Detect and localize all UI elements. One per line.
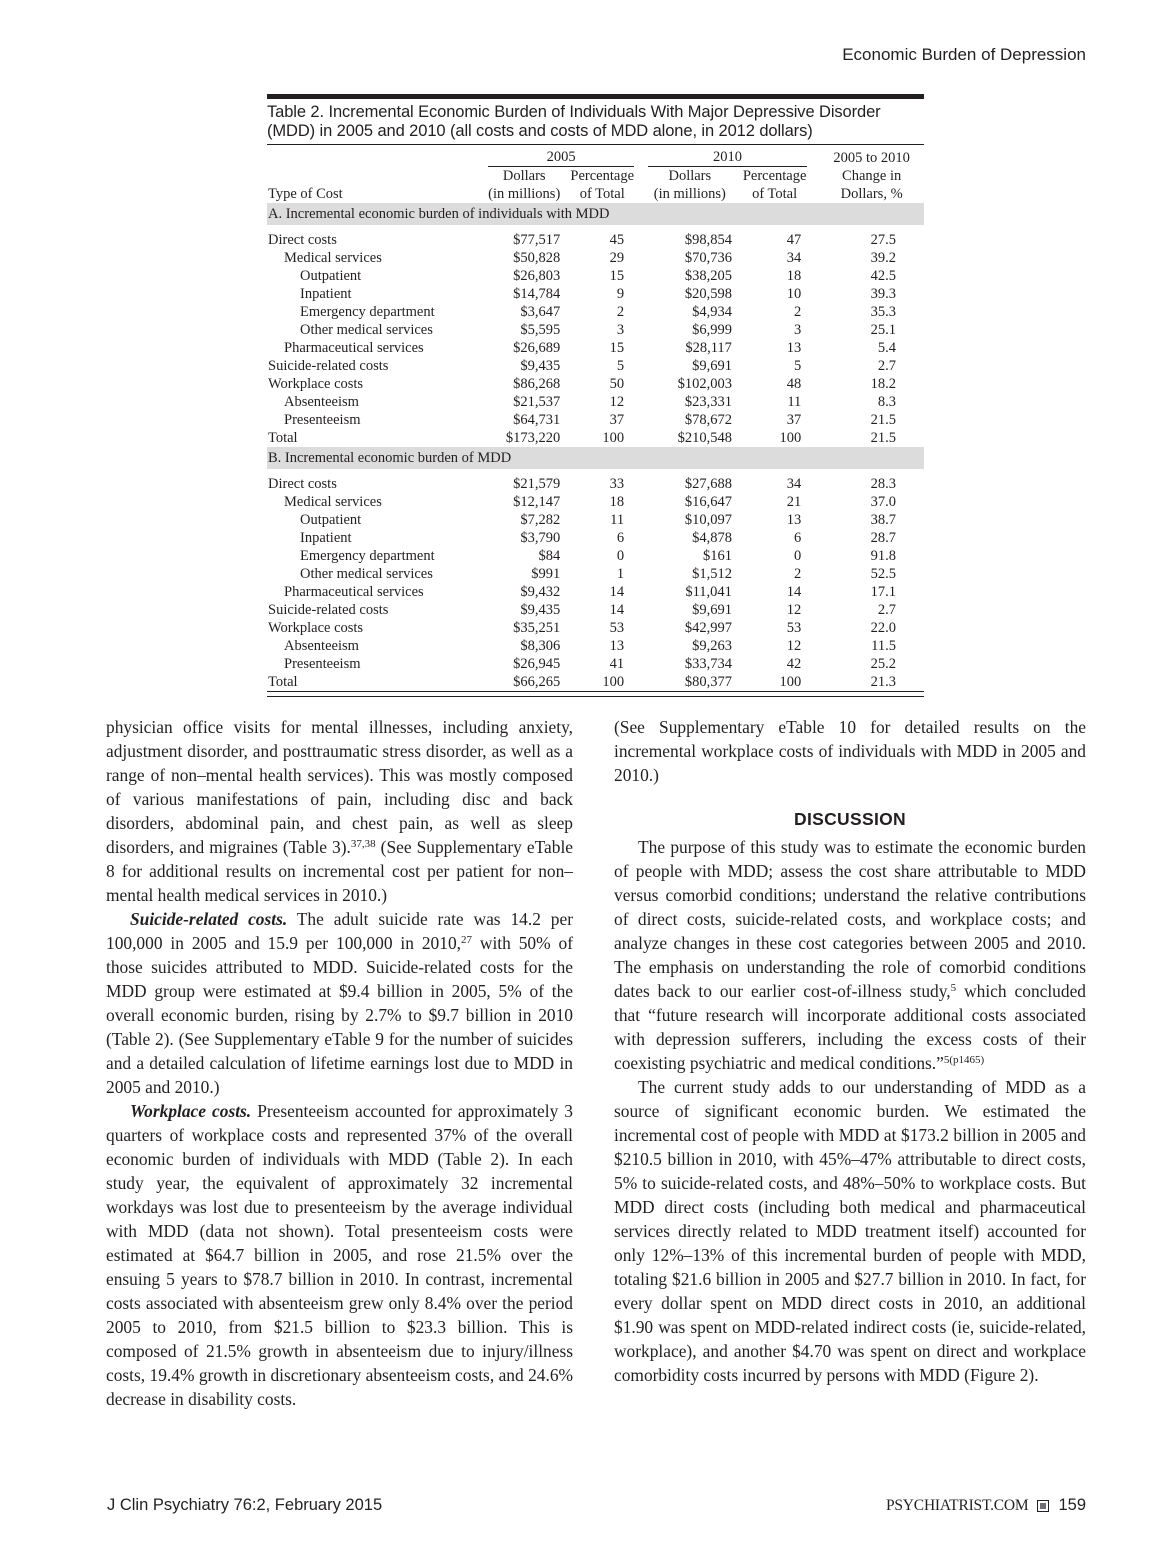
- section-title: A. Incremental economic burden of individuals with MDD: [267, 203, 924, 225]
- change-percent: 2.7: [877, 602, 896, 618]
- dollars-2005: $12,147: [513, 494, 561, 510]
- table-row: [267, 339, 924, 357]
- table-row: [267, 601, 924, 619]
- section-title: B. Incremental economic burden of MDD: [267, 447, 924, 469]
- paragraph-suicide-costs: Suicide-related costs. The adult suicide rate was 14.2 per 100,000 in 2005 and 15.9 per 100,000 in 2010,27 with 50% of those suicides attributed to MDD. Suicide-related costs for the MDD group were estimated at $9.4 billion in 2005, 5% of the overall economic burden, rising by 2.7% to $9.7 billion in 2010 (Table 2). (See Supplementary eTable 9 for the number of suicides and a detailed calculation of lifetime earnings lost due to MDD in 2005 and 2010.): [106, 909, 573, 1097]
- change-percent: 35.3: [870, 304, 896, 320]
- change-percent: 27.5: [870, 232, 896, 248]
- percent-2010: 100: [779, 674, 802, 690]
- section-a-body: [267, 203, 924, 447]
- percent-2005: 14: [609, 602, 625, 618]
- dollars-2010: $80,377: [684, 674, 732, 690]
- change-percent: 21.5: [870, 412, 896, 428]
- table-row: [267, 511, 924, 529]
- dollars-2010: $6,999: [692, 322, 732, 338]
- section-b-body: [267, 447, 924, 692]
- run-in-heading-workplace: Workplace costs.: [130, 1101, 252, 1121]
- row-label: Direct costs: [268, 476, 337, 492]
- column-gap: [634, 637, 648, 655]
- change-percent: 17.1: [870, 584, 896, 600]
- footer-site-link[interactable]: PSYCHIATRIST.COM: [885, 1496, 1029, 1514]
- change-percent: 21.3: [870, 674, 896, 690]
- percent-2005: 11: [610, 512, 625, 528]
- change-percent: 28.7: [870, 530, 896, 546]
- section-header-row: [267, 203, 924, 225]
- table-row: [267, 225, 924, 249]
- dollars-2010: $4,934: [692, 304, 732, 320]
- dollars-2005: $7,282: [520, 512, 561, 528]
- column-gap: [634, 375, 648, 393]
- table-row: [267, 429, 924, 447]
- column-gap: [634, 583, 648, 601]
- row-label: Direct costs: [268, 232, 337, 248]
- row-label: Inpatient: [300, 286, 352, 302]
- percent-2005: 18: [609, 494, 625, 510]
- column-gap: [634, 619, 648, 637]
- table-row: [267, 411, 924, 429]
- percent-2005: 1: [616, 566, 625, 582]
- table-row: [267, 493, 924, 511]
- header-year-2010: 2010: [713, 149, 742, 165]
- header-row-labels: [267, 167, 924, 203]
- paragraph-workplace-costs: Workplace costs. Presenteeism accounted for approximately 3 quarters of workplace costs and represented 37% of the overall economic burden of individuals with MDD (Table 2). In each study year, the equivalent of approximately 32 incremental workdays was lost due to presenteeism by the average individual with MDD (data not shown). Total presenteeism costs were estimated at $64.7 billion in 2005, and rose 21.5% over the ensuing 5 years to $78.7 billion in 2010. In contrast, incremental costs associated with absenteeism grew only 8.4% over the period 2005 to 2010, from $21.5 billion to $23.3 billion. This is composed of 21.5% growth in absenteeism due to injury/illness costs, 19.4% growth in discretionary absenteeism costs, and 24.6% decrease in disability costs.: [106, 1101, 573, 1409]
- percent-2005: 3: [616, 322, 625, 338]
- column-gap: [634, 267, 648, 285]
- citation-superscript: 5(p1465): [943, 1054, 985, 1066]
- percent-2005: 5: [616, 358, 625, 374]
- change-percent: 91.8: [870, 548, 896, 564]
- dollars-2005: $77,517: [513, 232, 561, 248]
- table-caption-line-1: Table 2. Incremental Economic Burden of Individuals With Major Depressive Disorder: [267, 103, 881, 121]
- row-label: Workplace costs: [268, 376, 364, 392]
- table-bottom-rule: [267, 696, 924, 697]
- row-label: Absenteeism: [284, 394, 359, 410]
- header-type-of-cost: Type of Cost: [268, 186, 343, 202]
- table-caption-line-2: (MDD) in 2005 and 2010 (all costs and costs of MDD alone, in 2012 dollars): [267, 122, 813, 140]
- dollars-2005: $5,595: [520, 322, 561, 338]
- change-percent: 37.0: [870, 494, 896, 510]
- change-percent: 38.7: [870, 512, 896, 528]
- percent-2010: 13: [786, 340, 802, 356]
- dollars-2010: $70,736: [684, 250, 732, 266]
- percent-2010: 18: [786, 268, 802, 284]
- row-label: Total: [268, 430, 298, 446]
- table-row: [267, 375, 924, 393]
- column-gap: [634, 655, 648, 673]
- percent-2010: 2: [794, 304, 802, 320]
- table-row: [267, 285, 924, 303]
- dollars-2005: $3,647: [520, 304, 561, 320]
- row-label: Inpatient: [300, 530, 352, 546]
- dollars-2005: $26,689: [513, 340, 561, 356]
- percent-2010: 47: [786, 232, 802, 248]
- change-percent: 25.2: [870, 656, 896, 672]
- column-gap: [634, 285, 648, 303]
- header-pct-2005-line-2: of Total: [579, 186, 625, 202]
- right-text-column: [614, 715, 1086, 1387]
- paragraph-discussion-purpose: The purpose of this study was to estimate the economic burden of people with MDD; assess the cost share attributable to MDD versus comorbid conditions; understand the relative contributions of direct costs, suicide-related costs, and workplace costs; and analyze changes in these cost categories between 2005 and 2010. The emphasis on understanding the role of comorbid conditions dates back to our earlier cost-of-illness study,$^5$ which concluded that “future research will incorporate additional costs associated with depression sufferers, including the excess costs of their coexisting psychiatric and medical conditions.”$^{5(p1465)}$: [614, 837, 1086, 1073]
- dollars-2010: $9,691: [692, 358, 732, 374]
- running-head: Economic Burden of Depression: [842, 45, 1086, 64]
- table-row: [267, 529, 924, 547]
- dollars-2005: $64,731: [513, 412, 561, 428]
- percent-2010: 5: [794, 358, 802, 374]
- percent-2010: 48: [786, 376, 802, 392]
- dollars-2010: $27,688: [684, 476, 732, 492]
- change-percent: 28.3: [870, 476, 896, 492]
- row-label: Medical services: [284, 494, 382, 510]
- percent-2010: 12: [786, 602, 802, 618]
- percent-2005: 15: [609, 268, 625, 284]
- column-gap: [634, 393, 648, 411]
- table-row: [267, 547, 924, 565]
- dollars-2005: $21,537: [513, 394, 561, 410]
- column-gap: [634, 493, 648, 511]
- column-gap: [634, 547, 648, 565]
- column-gap: [634, 673, 648, 692]
- table-row: [267, 249, 924, 267]
- row-label: Presenteeism: [284, 656, 361, 672]
- column-gap: [634, 303, 648, 321]
- dollars-2010: $9,263: [692, 638, 732, 654]
- percent-2005: 100: [602, 674, 625, 690]
- row-label: Outpatient: [300, 268, 362, 284]
- percent-2010: 37: [786, 412, 802, 428]
- table-row: [267, 565, 924, 583]
- column-gap: [634, 601, 648, 619]
- header-change-line-1: 2005 to 2010: [833, 150, 910, 166]
- square-bullet-icon: [1037, 1500, 1049, 1512]
- header-pct-2005-line-1: Percentage: [570, 168, 635, 184]
- table-row: [267, 583, 924, 601]
- table-2: [267, 94, 924, 697]
- column-gap: [634, 429, 648, 447]
- cost-table: [267, 145, 924, 692]
- dollars-2010: $23,331: [684, 394, 732, 410]
- percent-2005: 33: [609, 476, 625, 492]
- dollars-2005: $9,435: [520, 358, 561, 374]
- row-label: Outpatient: [300, 512, 362, 528]
- table-caption: [267, 103, 924, 145]
- change-percent: 25.1: [870, 322, 896, 338]
- table-row: [267, 357, 924, 375]
- percent-2010: 34: [786, 250, 802, 266]
- percent-2005: 15: [609, 340, 625, 356]
- paragraph-comorbid-services: physician office visits for mental illnesses, including anxiety, adjustment disorder, and posttraumatic stress disorder, as well as a range of non–mental health services). This was mostly composed of various manifestations of pain, including disc and back disorders, abdominal pain, and chest pain, as well as sleep disorders, and migraines (Table 3).$^{37,38}$ (See Supplementary eTable 8 for additional results on incremental cost per patient for non–mental health medical services in 2010.): [106, 717, 573, 905]
- citation-superscript: 5: [950, 982, 957, 994]
- footer-right: [886, 1496, 1086, 1515]
- header-dollars-2005-line-1: Dollars: [502, 168, 546, 184]
- page-number: 159: [1058, 1496, 1086, 1514]
- percent-2010: 12: [786, 638, 802, 654]
- dollars-2010: $102,003: [677, 376, 732, 392]
- row-label: Pharmaceutical services: [284, 340, 424, 356]
- percent-2010: 53: [786, 620, 802, 636]
- change-percent: 52.5: [870, 566, 896, 582]
- change-percent: 39.3: [870, 286, 896, 302]
- dollars-2010: $161: [702, 548, 732, 564]
- percent-2005: 13: [609, 638, 625, 654]
- dollars-2005: $173,220: [505, 430, 561, 446]
- percent-2005: 12: [609, 394, 625, 410]
- percent-2005: 100: [602, 430, 625, 446]
- dollars-2005: $8,306: [520, 638, 561, 654]
- percent-2005: 41: [609, 656, 625, 672]
- table-row: [267, 673, 924, 692]
- column-gap: [634, 225, 648, 249]
- header-dollars-2010-line-1: Dollars: [668, 168, 712, 184]
- dollars-2010: $210,548: [677, 430, 732, 446]
- dollars-2005: $3,790: [520, 530, 561, 546]
- column-gap: [634, 411, 648, 429]
- dollars-2010: $98,854: [684, 232, 732, 248]
- dollars-2010: $33,734: [684, 656, 732, 672]
- row-label: Suicide-related costs: [268, 602, 389, 618]
- dollars-2005: $66,265: [513, 674, 561, 690]
- table-row: [267, 655, 924, 673]
- column-gap: [634, 357, 648, 375]
- table-row: [267, 393, 924, 411]
- dollars-2010: $78,672: [684, 412, 732, 428]
- dollars-2005: $86,268: [513, 376, 561, 392]
- paragraph-supplementary-etable-10: (See Supplementary eTable 10 for detailed results on the incremental workplace costs of individuals with MDD in 2005 and 2010.): [614, 717, 1086, 785]
- dollars-2005: $9,435: [520, 602, 561, 618]
- table-row: [267, 267, 924, 285]
- row-label: Pharmaceutical services: [284, 584, 424, 600]
- percent-2010: 0: [794, 548, 802, 564]
- dollars-2005: $21,579: [513, 476, 561, 492]
- column-gap: [634, 339, 648, 357]
- table-top-rule: [267, 94, 924, 99]
- percent-2005: 6: [616, 530, 625, 546]
- column-gap: [634, 511, 648, 529]
- change-percent: 18.2: [870, 376, 896, 392]
- row-label: Absenteeism: [284, 638, 359, 654]
- section-heading-discussion: DISCUSSION: [794, 809, 906, 829]
- percent-2010: 21: [786, 494, 802, 510]
- dollars-2010: $1,512: [692, 566, 732, 582]
- change-percent: 11.5: [871, 638, 896, 654]
- header-year-2005: 2005: [546, 149, 576, 165]
- table-row: [267, 303, 924, 321]
- header-pct-2010-line-2: of Total: [752, 186, 798, 202]
- change-percent: 21.5: [870, 430, 896, 446]
- header-pct-2010-line-1: Percentage: [742, 168, 807, 184]
- change-percent: 22.0: [870, 620, 896, 636]
- dollars-2005: $84: [538, 548, 561, 564]
- header-dollars-2010-line-2: (in millions): [653, 186, 726, 202]
- row-label: Total: [268, 674, 298, 690]
- dollars-2010: $38,205: [684, 268, 732, 284]
- percent-2010: 2: [794, 566, 802, 582]
- table-row: [267, 469, 924, 493]
- column-gap: [634, 565, 648, 583]
- dollars-2010: $4,878: [692, 530, 732, 546]
- row-label: Suicide-related costs: [268, 358, 389, 374]
- row-label: Presenteeism: [284, 412, 361, 428]
- percent-2010: 3: [794, 322, 802, 338]
- column-gap: [634, 249, 648, 267]
- percent-2010: 10: [786, 286, 802, 302]
- percent-2005: 29: [609, 250, 625, 266]
- change-percent: 39.2: [870, 250, 896, 266]
- percent-2010: 34: [786, 476, 802, 492]
- percent-2005: 53: [609, 620, 625, 636]
- citation-superscript: 37,38: [350, 838, 376, 850]
- change-percent: 8.3: [877, 394, 896, 410]
- column-gap: [634, 529, 648, 547]
- change-percent: 5.4: [877, 340, 896, 356]
- section-header-row: [267, 447, 924, 469]
- row-label: Emergency department: [300, 548, 435, 564]
- header-change-line-2: Change in: [842, 168, 902, 184]
- percent-2005: 37: [609, 412, 625, 428]
- percent-2005: 0: [616, 548, 625, 564]
- paragraph-discussion-current-study: The current study adds to our understanding of MDD as a source of significant economic burden. We estimated the incremental cost of people with MDD at $173.2 billion in 2005 and $210.5 billion in 2010, with 45%–47% attributable to direct costs, 5% to suicide-related costs, and 48%–50% to workplace costs. But MDD direct costs (including both medical and pharmaceutical services directly related to MDD treatment itself) accounted for only 12%–13% of this incremental burden of people with MDD, totaling $21.6 billion in 2005 and $27.7 billion in 2010. In fact, for every dollar spent on MDD direct costs in 2010, an additional $1.90 was spent on MDD-related indirect costs (ie, suicide-related, workplace), and another $4.70 was spent on direct and workplace comorbidity costs incurred by persons with MDD (Figure 2).: [614, 1077, 1086, 1385]
- percent-2010: 6: [794, 530, 802, 546]
- percent-2010: 14: [786, 584, 802, 600]
- dollars-2010: $10,097: [684, 512, 732, 528]
- dollars-2010: $11,041: [685, 584, 732, 600]
- table-row: [267, 637, 924, 655]
- row-label: Other medical services: [300, 322, 433, 338]
- header-dollars-2005-line-2: (in millions): [488, 186, 561, 202]
- percent-2005: 45: [609, 232, 625, 248]
- percent-2005: 2: [616, 304, 625, 320]
- table-row: [267, 321, 924, 339]
- dollars-2010: $16,647: [684, 494, 732, 510]
- dollars-2010: $9,691: [692, 602, 732, 618]
- column-gap: [634, 321, 648, 339]
- dollars-2010: $28,117: [685, 340, 732, 356]
- dollars-2005: $14,784: [513, 286, 561, 302]
- run-in-heading-suicide: Suicide-related costs.: [130, 909, 288, 929]
- row-label: Medical services: [284, 250, 382, 266]
- change-percent: 2.7: [877, 358, 896, 374]
- row-label: Other medical services: [300, 566, 433, 582]
- percent-2010: 100: [779, 430, 802, 446]
- dollars-2010: $42,997: [684, 620, 732, 636]
- left-text-column: [106, 715, 573, 1411]
- percent-2005: 50: [609, 376, 625, 392]
- row-label: Emergency department: [300, 304, 435, 320]
- dollars-2005: $50,828: [513, 250, 561, 266]
- dollars-2010: $20,598: [684, 286, 732, 302]
- dollars-2005: $991: [531, 566, 561, 582]
- footer-citation: J Clin Psychiatry 76:2, February 2015: [107, 1496, 383, 1514]
- column-gap: [634, 469, 648, 493]
- percent-2005: 9: [616, 286, 625, 302]
- header-change-line-3: Dollars, %: [840, 186, 903, 202]
- header-row-years: [267, 145, 924, 167]
- dollars-2005: $9,432: [520, 584, 561, 600]
- table-row: [267, 619, 924, 637]
- dollars-2005: $26,945: [513, 656, 561, 672]
- percent-2010: 42: [786, 656, 802, 672]
- percent-2005: 14: [609, 584, 625, 600]
- citation-superscript: 27: [461, 934, 472, 946]
- change-percent: 42.5: [870, 268, 896, 284]
- percent-2010: 11: [787, 394, 802, 410]
- percent-2010: 13: [786, 512, 802, 528]
- dollars-2005: $35,251: [513, 620, 561, 636]
- row-label: Workplace costs: [268, 620, 364, 636]
- dollars-2005: $26,803: [513, 268, 561, 284]
